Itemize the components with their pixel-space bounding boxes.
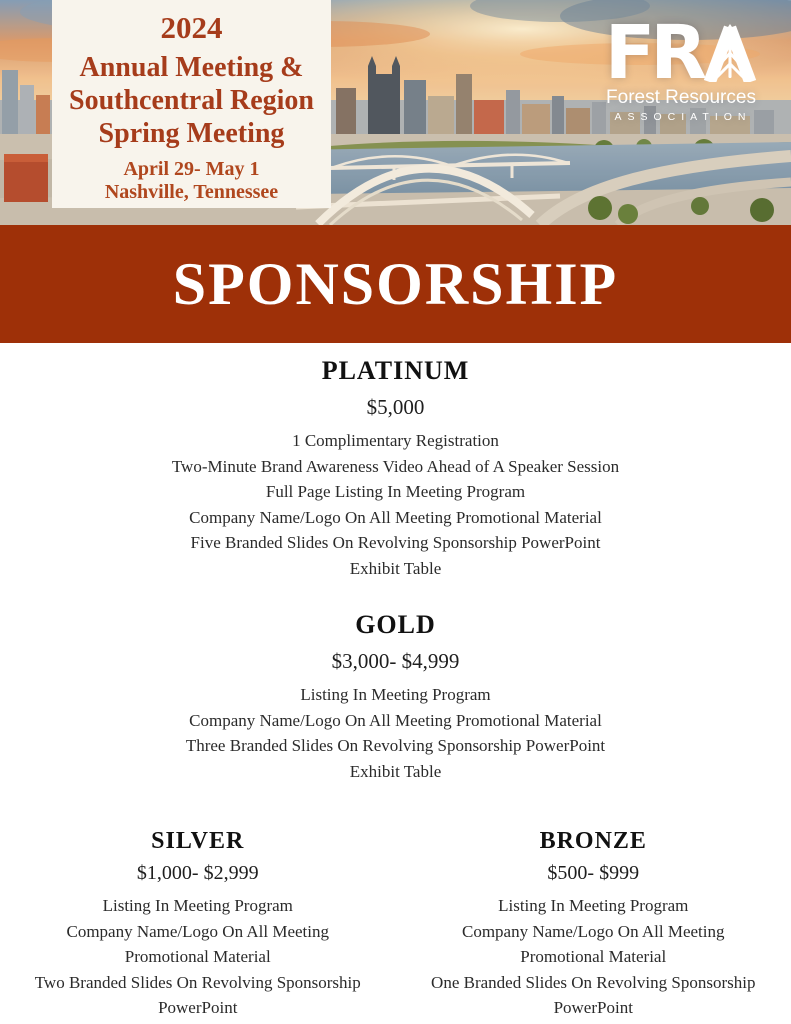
event-date-location (52, 158, 331, 204)
tier-name: GOLD (355, 610, 436, 639)
benefit-item: Exhibit Table (349, 558, 442, 578)
tier-price: $3,000- $4,999 (331, 649, 460, 673)
fra-logo-acronym (597, 10, 765, 96)
benefit-item: Company Name/Logo On All Meeting Promotional Material (189, 507, 602, 527)
tier-name: BRONZE (539, 828, 647, 854)
header-hero (0, 0, 791, 225)
event-title-line: Spring Meeting (98, 118, 285, 149)
tier-price: $5,000 (366, 395, 425, 419)
benefit-item: Company Name/Logo On All Meeting Promotional Material (189, 710, 602, 730)
benefit-item: Promotional Material (124, 947, 271, 966)
benefit-item: Full Page Listing In Meeting Program (265, 482, 526, 501)
fra-logo (597, 10, 765, 123)
tier-platinum (0, 343, 791, 581)
fra-logo-a-pine-tree-icon (703, 24, 757, 82)
tier-benefits (0, 893, 396, 1021)
tier-price: $500- $999 (547, 862, 640, 884)
sponsorship-banner (0, 225, 791, 343)
benefit-item: Three Branded Slides On Revolving Sponsorship PowerPoint (185, 736, 606, 755)
benefit-item: PowerPoint (553, 998, 633, 1017)
benefit-item: Listing In Meeting Program (498, 896, 689, 915)
event-year: 2024 (160, 10, 223, 45)
tier-price: $1,000- $2,999 (136, 862, 259, 884)
tier-benefits (0, 682, 791, 784)
benefit-item: 1 Complimentary Registration (292, 431, 499, 450)
benefit-item: Listing In Meeting Program (102, 896, 293, 915)
fra-logo-letters: FR (604, 10, 703, 96)
tier-name: PLATINUM (321, 356, 470, 385)
event-title-line: Southcentral Region (69, 85, 314, 116)
fra-logo-name: Forest Resources (606, 87, 756, 108)
event-title-card (52, 0, 331, 208)
benefit-item: Five Branded Slides On Revolving Sponsorship PowerPoint (190, 533, 601, 552)
benefit-item: Company Name/Logo On All Meeting (66, 921, 330, 941)
tier-row-silver-bronze (0, 828, 791, 1021)
tier-benefits (396, 893, 791, 1021)
tier-name: SILVER (151, 828, 245, 854)
benefit-item: Company Name/Logo On All Meeting (461, 921, 725, 941)
benefit-item: Exhibit Table (349, 761, 442, 781)
tiers-section (0, 343, 791, 1024)
banner-title: SPONSORSHIP (172, 250, 619, 317)
event-location: Nashville, Tennessee (104, 181, 279, 203)
benefit-item: One Branded Slides On Revolving Sponsorship (431, 972, 756, 992)
tier-gold (0, 610, 791, 784)
tier-bronze (396, 828, 791, 1021)
benefit-item: Two-Minute Brand Awareness Video Ahead of A Speaker Session (171, 456, 620, 476)
benefit-item: Listing In Meeting Program (300, 685, 491, 704)
event-dates: April 29- May 1 (123, 158, 260, 180)
benefit-item: Promotional Material (520, 947, 667, 966)
event-title-line: Annual Meeting & (79, 52, 304, 83)
fra-logo-association: ASSOCIATION (614, 111, 752, 123)
tier-benefits (0, 428, 791, 581)
tier-silver (0, 828, 396, 1021)
benefit-item: PowerPoint (158, 998, 238, 1017)
benefit-item: Two Branded Slides On Revolving Sponsorship (34, 972, 361, 992)
event-title (52, 51, 331, 150)
